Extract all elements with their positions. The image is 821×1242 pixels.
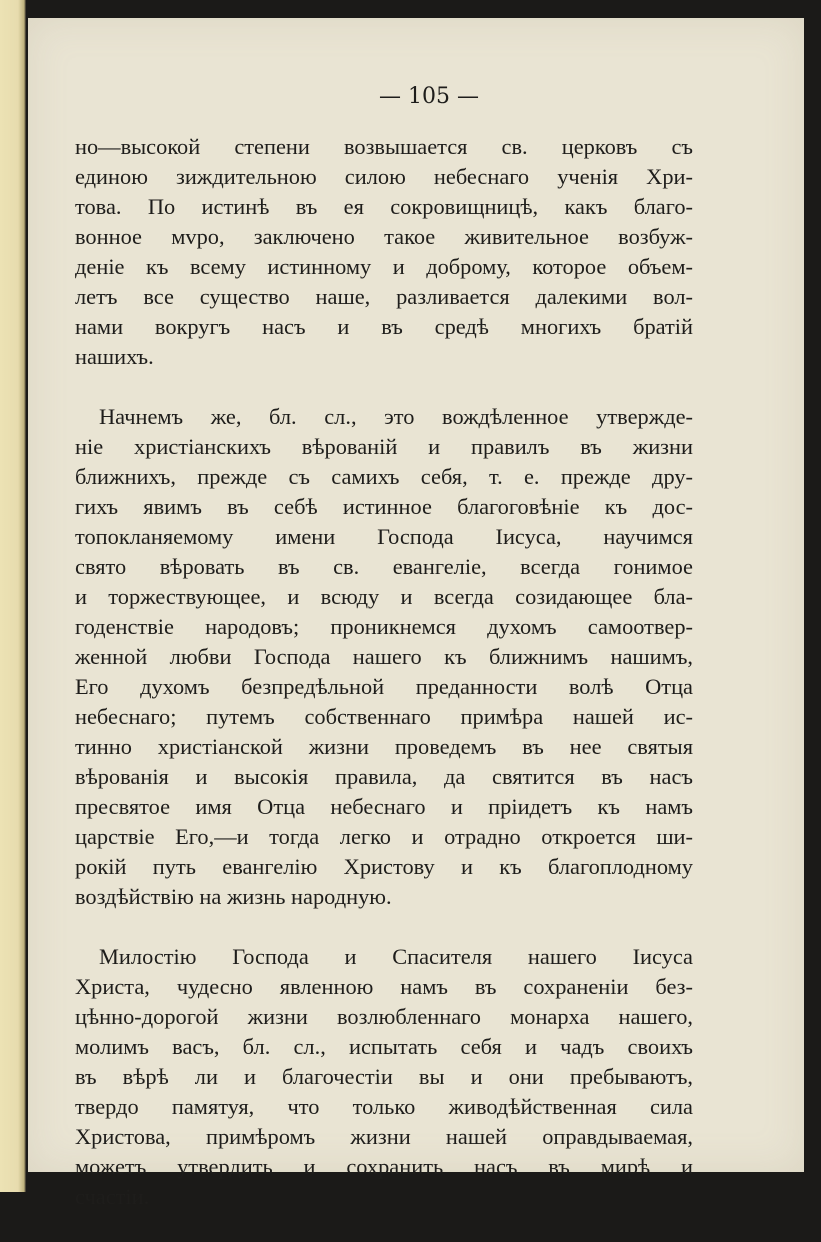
page-text: [75, 132, 693, 1242]
text-line: гихъ явимъ въ себѣ истинное благоговѣніе къ дос-: [75, 494, 693, 519]
text-line: Его духомъ безпредѣльной преданности волѣ Отца: [75, 674, 693, 699]
text-line: и торжествующее, и всюду и всегда созидающее бла-: [75, 584, 693, 609]
text-line: деніе къ всему истинному и доброму, которое объем-: [75, 254, 693, 279]
text-line: счастіи.: [75, 1184, 150, 1209]
text-line: царствіе Его,—и тогда легко и отрадно откроется ши-: [75, 824, 693, 849]
text-line: цѣнно-дорогой жизни возлюбленнаго монарха нашего,: [75, 1004, 693, 1029]
text-line: въ вѣрѣ ли и благочестіи вы и они пребываютъ,: [75, 1064, 693, 1089]
text-line: женной любви Господа нашего къ ближнимъ нашимъ,: [75, 644, 693, 669]
text-line: рокій путь евангелію Христову и къ благоплодному: [75, 854, 693, 879]
text-line: вонное мvро, заключено такое живительное возбуж-: [75, 224, 693, 249]
text-line: воздѣйствію на жизнь народную.: [75, 884, 392, 909]
text-line: топокланяемому имени Господа Іисуса, научимся: [75, 524, 693, 549]
text-line: молимъ васъ, бл. сл., испытать себя и чадъ своихъ: [75, 1034, 693, 1059]
text-line: Христа, чудесно явленною намъ въ сохраненіи без-: [75, 974, 693, 999]
text-line: тинно христіанской жизни проведемъ въ нее святыя: [75, 734, 693, 759]
text-line: ближнихъ, прежде съ самихъ себя, т. е. прежде дру-: [75, 464, 693, 489]
text-line: пресвятое имя Отца небеснаго и пріидетъ къ намъ: [75, 794, 693, 819]
paragraph-3: [75, 942, 693, 1212]
text-line: годенствіе народовъ; проникнемся духомъ самоотвер-: [75, 614, 693, 639]
text-line: но—высокой степени возвышается св. церковъ съ: [75, 134, 693, 159]
book-page: [28, 18, 804, 1209]
text-line: ніе христіанскихъ вѣрованій и правилъ въ жизни: [75, 434, 693, 459]
text-line: летъ все существо наше, разливается далекими вол-: [75, 284, 693, 309]
text-line: Милостію Господа и Спасителя нашего Іисуса: [99, 944, 693, 969]
text-line: нашихъ.: [75, 344, 154, 369]
paragraph-2: [75, 402, 693, 912]
text-line: вѣрованія и высокія правила, да святится въ насъ: [75, 764, 693, 789]
text-line: твердо памятуя, что только живодѣйственная сила: [75, 1094, 693, 1119]
text-line: това. По истинѣ въ ея сокровищницѣ, какъ благо-: [75, 194, 693, 219]
paragraph-1: [75, 132, 693, 372]
text-line: небеснаго; путемъ собственнаго примѣра нашей ис-: [75, 704, 693, 729]
text-line: можетъ утвердить и сохранить насъ въ мирѣ и: [75, 1154, 693, 1179]
text-line: нами вокругъ насъ и въ средѣ многихъ братій: [75, 314, 693, 339]
text-line: Христова, примѣромъ жизни нашей оправдываемая,: [75, 1124, 693, 1149]
text-line: единою зиждительною силою небеснаго ученія Хри-: [75, 164, 693, 189]
page-number: — 105 —: [379, 84, 479, 109]
text-line: Начнемъ же, бл. сл., это вождѣленное утвержде-: [99, 404, 693, 429]
text-line: свято вѣровать въ св. евангеліе, всегда гонимое: [75, 554, 693, 579]
previous-page-edge: [0, 0, 26, 1192]
